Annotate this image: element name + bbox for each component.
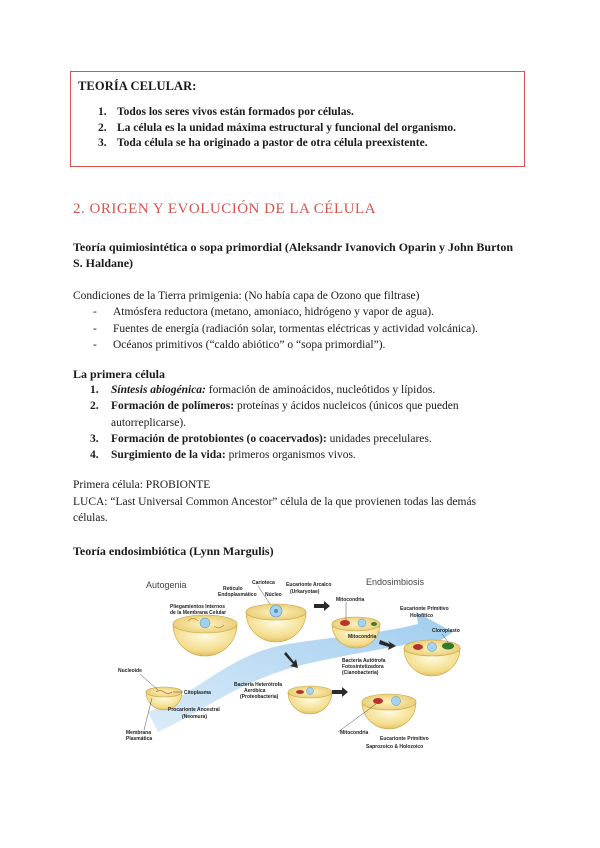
label-pliegamientos-1: Pliegamientos Internos [170, 604, 226, 610]
label-proteobacteria-1: Bacteria Heterótrofa [234, 682, 283, 688]
label-procarionte-2: (Neomura) [182, 714, 208, 720]
label-saprozoico-1: Eucarionte Primitivo [380, 736, 429, 742]
label-reticulo-2: Endoplasmático [218, 592, 257, 598]
label-mitocondria-1: Mitocondria [336, 597, 365, 603]
label-reticulo-1: Retículo [223, 586, 243, 592]
list-item: 4. Surgimiento de la vida: primeros organismos vivos. [90, 449, 356, 462]
archaic-eukaryote-cell [246, 604, 306, 642]
autogenia-label: Autogenia [146, 580, 187, 590]
label-mitocondria-3: Mitocondria [340, 730, 369, 736]
list-item: - Atmósfera reductora (metano, amoniaco, hidrógeno y vapor de agua). [93, 306, 434, 318]
cell-theory-box [70, 71, 525, 167]
arrow-icon [314, 601, 330, 611]
arrow-icon [332, 687, 348, 697]
label-proteobacteria-3: (Proteobacteria) [240, 694, 279, 700]
label-cloroplasto: Cloroplasto [432, 628, 460, 634]
item-number: 1. [98, 106, 107, 118]
item-text: Toda célula se ha originado a pastor de otra célula preexistente. [117, 137, 428, 149]
label-cianobacteria-2: Fotosintetizadora [342, 664, 384, 670]
label-pliegamientos-2: de la Membrana Celular [170, 610, 227, 616]
first-cell-steps [73, 382, 493, 463]
list-item: 2. Formación de polímeros: proteínas y ácidos nucleicos (únicos que pueden autorreplicarse). [90, 400, 459, 429]
heterotrophic-cell [288, 686, 332, 714]
cell-theory-item [71, 136, 456, 152]
label-eucarionte-arcaico-2: (Urkaryotae) [290, 589, 320, 595]
conditions-list [93, 304, 478, 354]
endosimbiosis-label: Endosimbiosis [366, 577, 425, 587]
label-holofitico-1: Eucarionte Primitivo [400, 606, 449, 612]
label-proteobacteria-2: Aeróbica [244, 688, 266, 694]
item-number: 2. [98, 121, 107, 134]
label-mitocondria-2: Mitocondria [348, 634, 377, 640]
label-eucarionte-arcaico-1: Eucarionte Arcaico [286, 582, 332, 588]
list-item: - Océanos primitivos (“caldo abiótico” o “sopa primordial”). [93, 339, 386, 351]
label-cianobacteria-1: Bacteria Autótrofa [342, 658, 386, 664]
label-membrana-1: Membrana [126, 730, 152, 736]
label-cianobacteria-3: (Cianobacteria) [342, 670, 379, 676]
cell-theory-item [71, 105, 456, 121]
cell-theory-item [71, 121, 456, 137]
probionte-line: Primera célula: PROBIONTE [73, 479, 211, 491]
luca-line2: células. [73, 512, 108, 524]
list-item: - Fuentes de energía (radiación solar, tormentas eléctricas y actividad volcánica). [93, 322, 478, 335]
label-procarionte-1: Procarionte Ancestral [168, 707, 220, 713]
item-number: 3. [98, 137, 107, 149]
conditions-intro: Condiciones de la Tierra primigenia: (No había capa de Ozono que filtrase) [73, 290, 420, 302]
cell-theory-title: TEORÍA CELULAR: [78, 79, 197, 93]
label-citoplasma: Citoplasma [184, 690, 211, 696]
section-heading: 2. ORIGEN Y EVOLUCIÓN DE LA CÉLULA [73, 201, 376, 217]
list-item: 3. Formación de protobiontes (o coacervados): unidades precelulares. [90, 432, 432, 445]
item-text: La célula es la unidad máxima estructural y funcional del organismo. [117, 121, 456, 134]
label-nucleoide: Nucleoide [118, 668, 142, 674]
first-cell-heading: La primera célula [73, 367, 165, 381]
label-holofitico-2: Holofítico [410, 613, 434, 619]
luca-line1: LUCA: “Last Universal Common Ancestor” célula de la que provienen todas las demás [73, 496, 477, 508]
label-saprozoico-2: Saprozoico & Holozoico [366, 744, 424, 750]
theory-title-line1: Teoría quimiosintética o sopa primordial (Aleksandr Ivanovich Oparin y John Burton [73, 240, 514, 254]
list-item: 1. Síntesis abiogénica: formación de aminoácidos, nucleótidos y lípidos. [90, 384, 436, 396]
label-carioteca: Carioteca [252, 580, 275, 586]
holophytic-cell [404, 640, 460, 676]
folding-membrane-cell [173, 615, 237, 656]
endosymbiotic-heading: Teoría endosimbiótica (Lynn Margulis) [73, 544, 274, 558]
saprozoic-cell [362, 694, 416, 729]
cell-evolution-diagram [118, 574, 478, 754]
item-text: Todos los seres vivos están formados por células. [117, 106, 354, 118]
label-membrana-2: Plasmática [126, 736, 153, 742]
label-nucleo: Núcleo [265, 592, 282, 598]
cell-theory-list [71, 105, 456, 152]
theory-title-line2: S. Haldane) [73, 256, 134, 270]
